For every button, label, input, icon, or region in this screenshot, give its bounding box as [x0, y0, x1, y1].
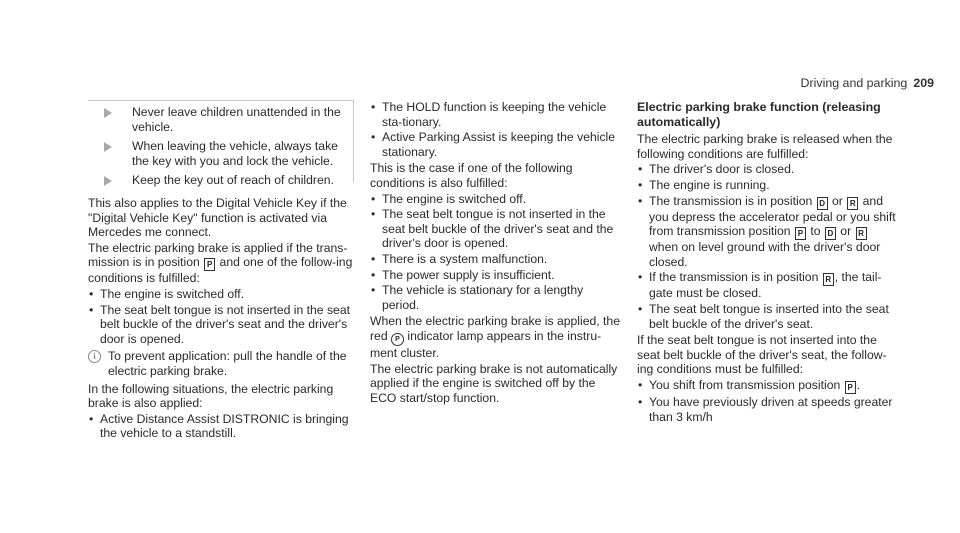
list-item: • There is a system malfunction.: [370, 252, 622, 267]
paragraph-eco: The electric parking brake is not automatically applied if the engine is switched off by the ECO start/stop function.: [370, 361, 618, 405]
list-item: • The power supply is insufficient.: [370, 268, 622, 283]
transmission-key-icon: D: [825, 227, 836, 240]
list-item: • If the transmission is in position R , the tail-gate must be closed.: [637, 270, 899, 301]
list-item: • The engine is switched off.: [88, 287, 354, 302]
transmission-key-icon: R: [847, 197, 858, 210]
release-conditions-list: [637, 162, 899, 331]
list-item: • The vehicle is stationary for a lengthy period.: [370, 283, 622, 312]
list-item: • Active Distance Assist DISTRONIC is bringing the vehicle to a standstill.: [88, 412, 354, 441]
list-item: • The transmission is in position D or R and you depress the accelerator pedal or you shift from transmission position P to D or R when on level ground with the driver's door closed.: [637, 194, 899, 270]
transmission-key-icon: P: [795, 227, 806, 240]
triangle-bullet-icon: [104, 176, 112, 186]
situations-list-continued: [370, 100, 622, 159]
column-left: [88, 100, 354, 443]
paragraph-seat-belt: If the seat belt tongue is not inserted into the seat belt buckle of the driver's seat, the follow-ing conditions must be fulfilled:: [637, 333, 887, 377]
transmission-key-icon: P: [204, 258, 215, 271]
list-item: • Active Parking Assist is keeping the vehicle stationary.: [370, 130, 622, 159]
page-header: [801, 76, 934, 91]
warning-item: Never leave children unattended in the vehicle.: [94, 105, 341, 134]
list-item: • The seat belt tongue is not inserted in the seat belt buckle of the driver's seat and the driver's door is opened.: [88, 303, 354, 347]
list-item: • The seat belt tongue is inserted into the seat belt buckle of the driver's seat.: [637, 302, 899, 331]
paragraph-also-fulfilled: This is the case if one of the following conditions is also fulfilled:: [370, 161, 573, 190]
situations-list: [88, 412, 354, 441]
seat-belt-conditions-list: [637, 378, 899, 424]
conditions-list-2: [370, 192, 622, 313]
section-heading: Electric parking brake function (releasing automatically): [637, 100, 881, 129]
paragraph-indicator-lamp: When the electric parking brake is applied, the red P indicator lamp appears in the instru-ment cluster.: [370, 314, 620, 360]
section-title: Driving and parking: [800, 76, 908, 90]
paragraph-digital-key: This also applies to the Digital Vehicle Key if the "Digital Vehicle Key" function is activated via Mercedes me connect.: [88, 196, 347, 240]
list-item: • The engine is running.: [637, 178, 899, 193]
parking-brake-lamp-icon: P: [391, 333, 404, 346]
info-icon: i: [88, 350, 101, 363]
column-right: [637, 100, 899, 426]
list-item: • You have previously driven at speeds greater than 3 km/h: [637, 395, 899, 424]
list-item: • The engine is switched off.: [370, 192, 622, 207]
column-middle: [370, 100, 622, 406]
paragraph-released: The electric parking brake is released when the following conditions are fulfilled:: [637, 132, 893, 161]
list-item: • The seat belt tongue is not inserted in the seat belt buckle of the driver's seat and the driver's door is opened.: [370, 207, 622, 251]
page-number: 209: [913, 76, 934, 90]
list-item: • The HOLD function is keeping the vehicle sta-tionary.: [370, 100, 622, 129]
triangle-bullet-icon: [104, 142, 112, 152]
warning-item: Keep the key out of reach of children.: [94, 173, 341, 188]
warning-box: [88, 100, 354, 188]
warning-item: When leaving the vehicle, always take the key with you and lock the vehicle.: [94, 139, 341, 168]
list-item: • The driver's door is closed.: [637, 162, 899, 177]
transmission-key-icon: P: [845, 381, 856, 394]
transmission-key-icon: R: [856, 227, 867, 240]
transmission-key-icon: R: [823, 273, 834, 286]
paragraph-situations: In the following situations, the electric parking brake is also applied:: [88, 381, 334, 411]
transmission-key-icon: D: [817, 197, 828, 210]
info-note: i To prevent application: pull the handle of the electric parking brake.: [88, 349, 354, 378]
list-item: • You shift from transmission position P .: [637, 378, 899, 394]
triangle-bullet-icon: [104, 108, 112, 118]
conditions-list: [88, 287, 354, 346]
paragraph-brake-applied: The electric parking brake is applied if the trans-mission is in position P and one of the follow-ing conditions is fulfilled:: [88, 240, 353, 286]
